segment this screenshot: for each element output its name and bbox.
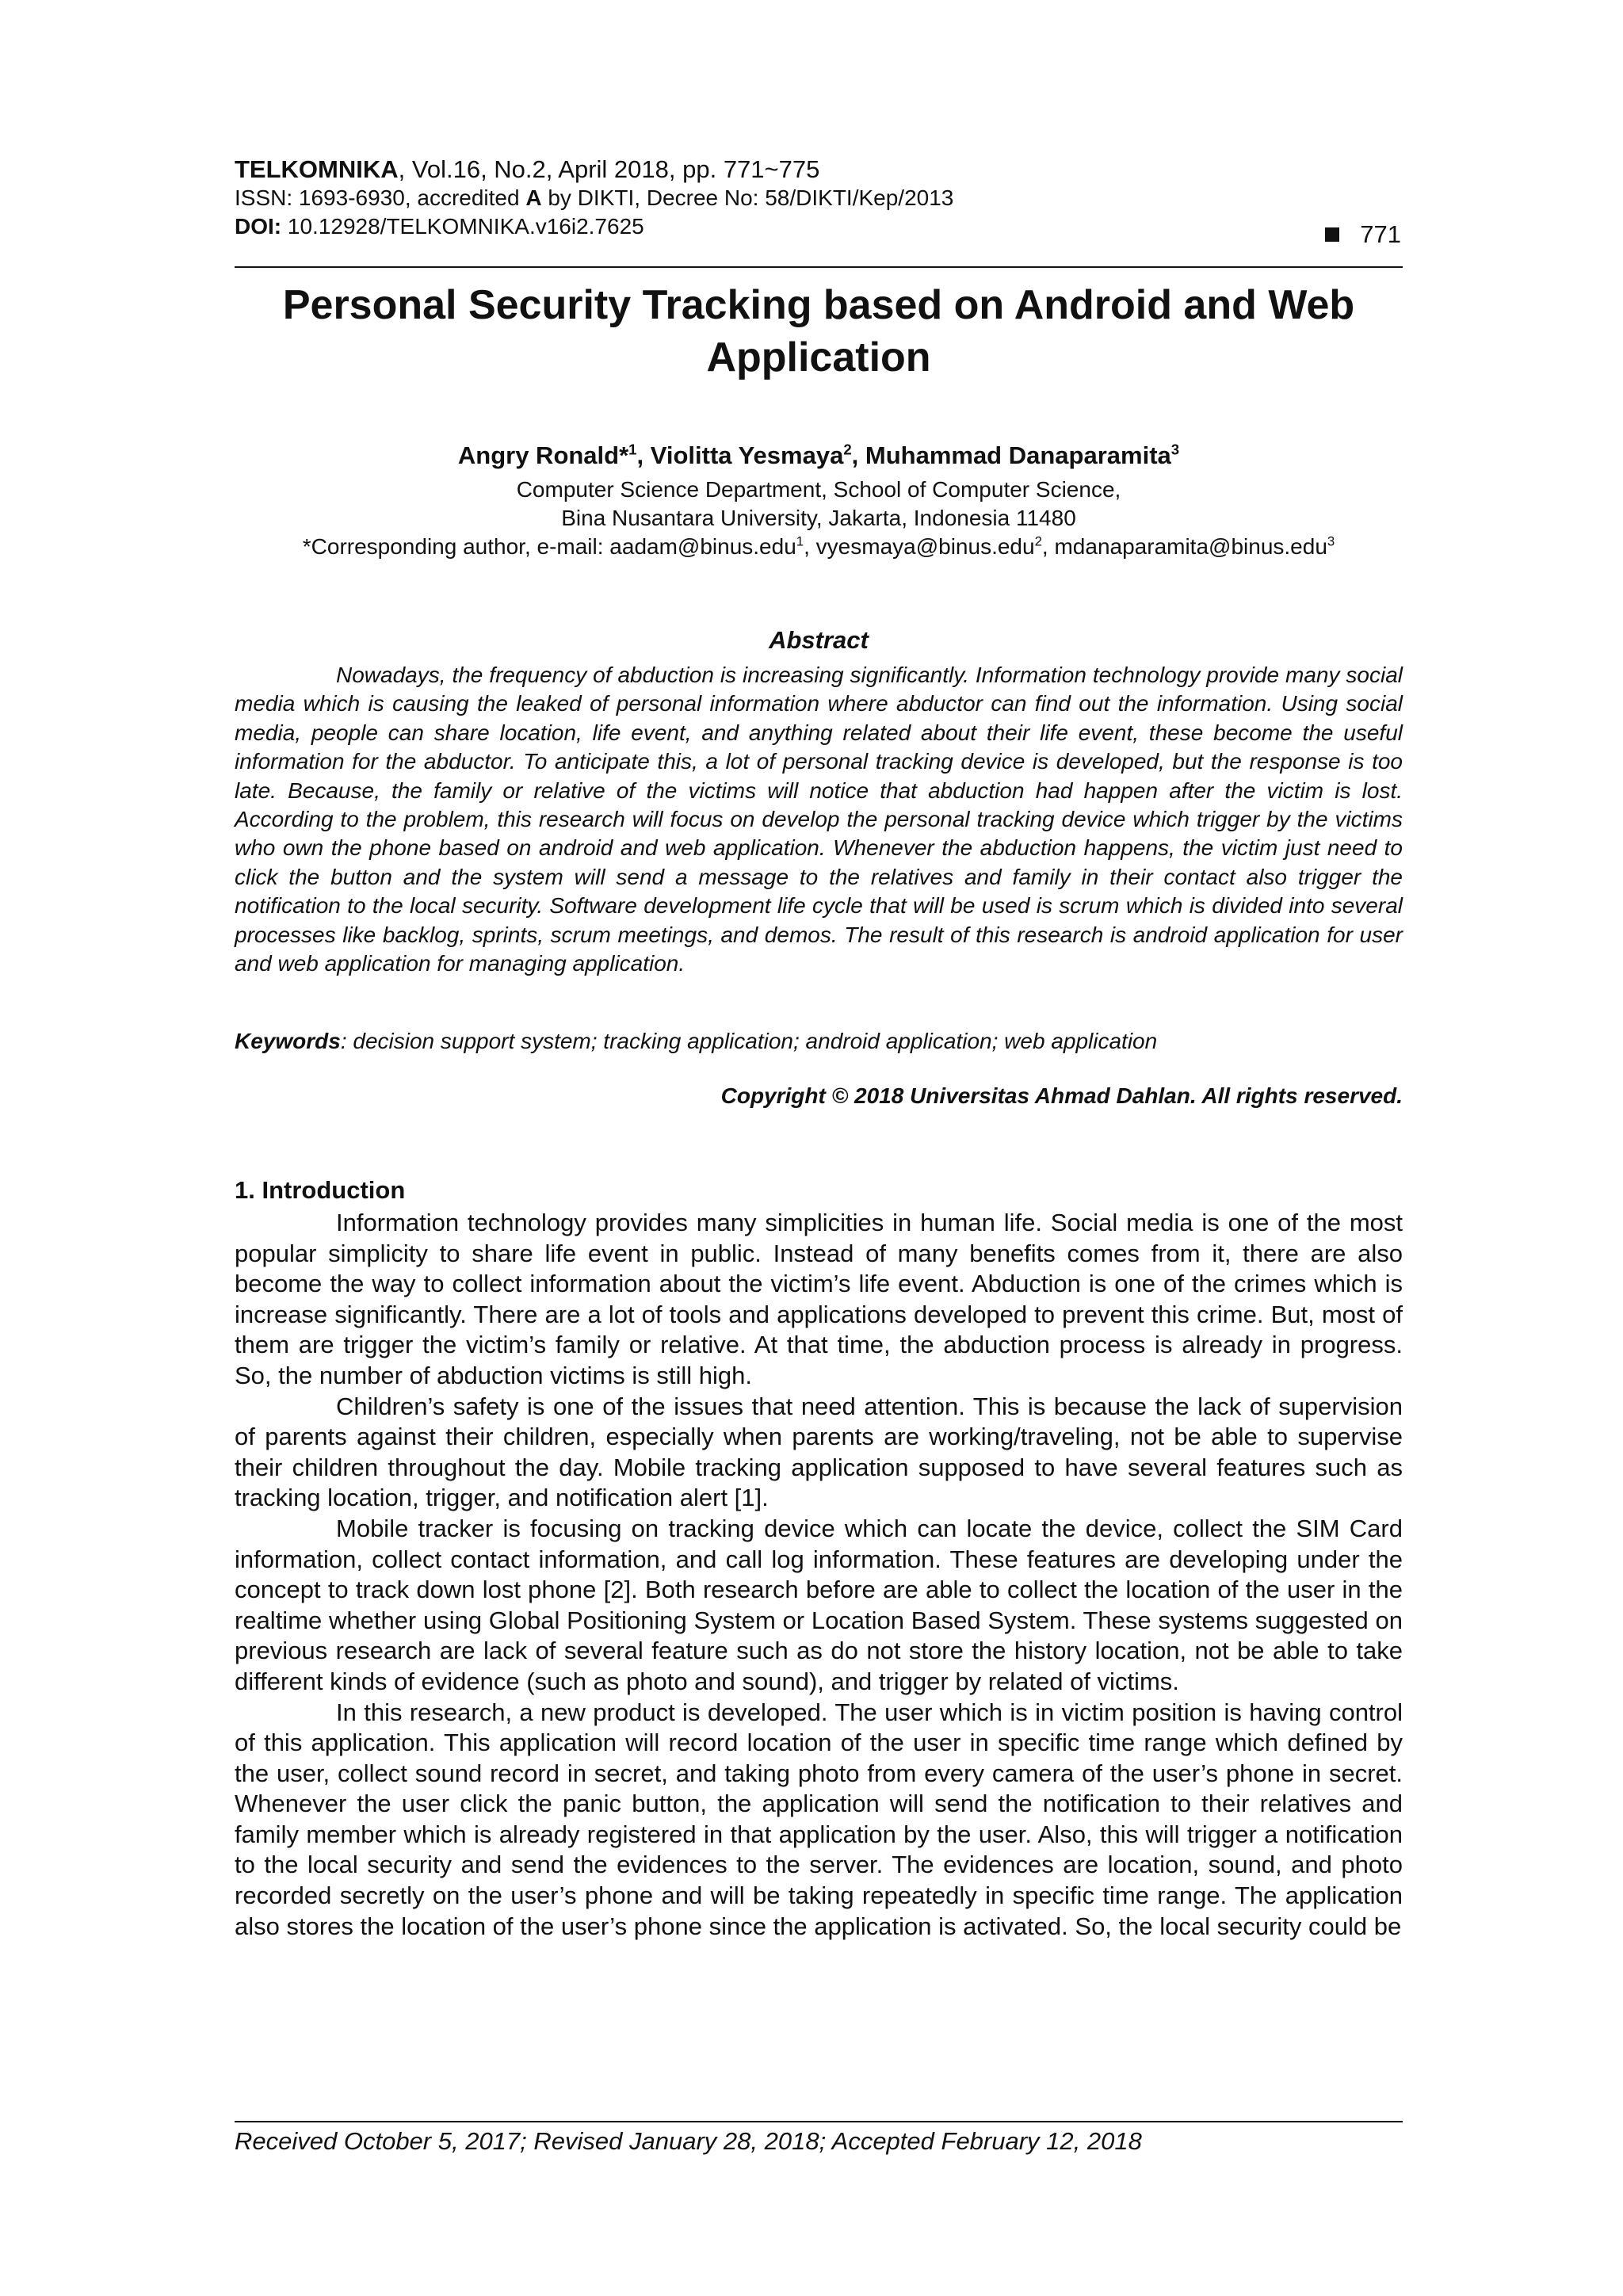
keywords-text: : decision support system; tracking application; android application; web application (340, 1029, 1158, 1053)
issn-accredited: accredited (417, 185, 526, 210)
issn-number: ISSN: 1693-6930, (235, 185, 418, 210)
paper-title: Personal Security Tracking based on Android and Web Application (282, 282, 1355, 380)
page-number-value: 771 (1360, 220, 1401, 248)
author-2: , Violitta Yesmaya (636, 441, 844, 469)
intro-paragraph: In this research, a new product is developed. The user which is in victim position is having control of this application. This application will record location of the user in specific time range which defined by the user, collect sound record in secret, and taking photo from every camera of the user’s phone in secret. Whenever the user click the panic button, the application will send the notification to their relatives and family member which is already registered in that application by the user. Also, this will trigger a notification to the local security and send the evidences to the server. The evidences are location, sound, and photo recorded secretly on the user’s phone and will be taking repeatedly in specific time range. The application also stores the location of the user’s phone since the application is activated. So, the local security could be (235, 1698, 1403, 1940)
keywords-label: Keywords (235, 1029, 341, 1053)
corr-email-3: , mdanaparamita@binus.edu (1041, 534, 1327, 559)
affiliation-line-2: Bina Nusantara University, Jakarta, Indonesia 11480 (561, 506, 1076, 530)
header-rule (235, 266, 1403, 268)
issn-grade: A (525, 185, 542, 210)
author-3: , Muhammad Danaparamita (851, 441, 1171, 469)
corr-sup-2: 2 (1034, 533, 1042, 549)
corr-email-1: *Corresponding author, e-mail: aadam@binus.edu (302, 534, 796, 559)
corr-sup-3: 3 (1327, 533, 1335, 549)
square-bullet-icon (1325, 227, 1339, 242)
author-3-sup: 3 (1170, 441, 1180, 458)
author-list (235, 441, 1403, 470)
author-1: Angry Ronald* (457, 441, 629, 469)
introduction-body (235, 1208, 1403, 1942)
abstract-heading: Abstract (769, 626, 869, 654)
affiliation (235, 476, 1403, 561)
keywords (235, 1027, 1403, 1056)
affiliation-line-1: Computer Science Department, School of Computer Science, (516, 477, 1121, 502)
intro-paragraph: Mobile tracker is focusing on tracking device which can locate the device, collect the SIM Card information, collect contact information, and call log information. These features are developing under the concept to track down lost phone [2]. Both research before are able to collect the location of the user in the realtime whether using Global Positioning System or Location Based System. These systems suggested on previous research are lack of several feature such as do not store the history location, not be able to take different kinds of evidence (such as photo and sound), and trigger by related of victims. (235, 1514, 1403, 1695)
issn-line (235, 184, 1400, 212)
journal-name: TELKOMNIKA (235, 155, 399, 183)
footer-rule (235, 2121, 1403, 2122)
issn-decree: by DIKTI, Decree No: 58/DIKTI/Kep/2013 (541, 185, 954, 210)
doi-line (235, 212, 1400, 241)
intro-paragraph: Children’s safety is one of the issues that need attention. This is because the lack of supervision of parents against their children, especially when parents are working/traveling, not be able to supervise their children throughout the day. Mobile tracking application supposed to have several features such as tracking location, trigger, and notification alert [1]. (235, 1392, 1403, 1512)
author-2-sup: 2 (843, 441, 852, 458)
corr-email-2: , vyesmaya@binus.edu (804, 534, 1035, 559)
section-heading-introduction: 1. Introduction (235, 1176, 406, 1204)
doi-value: 10.12928/TELKOMNIKA.v16i2.7625 (287, 214, 644, 239)
abstract-text: Nowadays, the frequency of abduction is increasing significantly. Information technology provide many social media which is causing the leaked of personal information where abductor can find out the information. Using social media, people can share location, life event, and anything related about their life event, these become the useful information for the abductor. To anticipate this, a lot of personal tracking device is developed, but the response is too late. Because, the family or relative of the victims will notice that abduction had happen after the victim is lost. According to the problem, this research will focus on develop the personal tracking device which trigger by the victims who own the phone based on android and web application. Whenever the abduction happens, the victim just need to click the button and the system will send a message to the relatives and family in their contact also trigger the notification to the local security. Software development life cycle that will be used is scrum which is divided into several processes like backlog, sprints, scrum meetings, and demos. The result of this research is android application for user and web application for managing application. (235, 663, 1403, 976)
journal-header (235, 155, 1400, 241)
journal-citation (235, 155, 1400, 184)
received-dates: Received October 5, 2017; Revised January 28, 2018; Accepted February 12, 2018 (235, 2127, 1142, 2155)
intro-paragraph: Information technology provides many simplicities in human life. Social media is one of the most popular simplicity to share life event in public. Instead of many benefits comes from it, there are also become the way to collect information about the victim’s life event. Abduction is one of the crimes which is increase significantly. There are a lot of tools and applications developed to prevent this crime. But, most of them are trigger the victim’s family or relative. At that time, the abduction process is already in progress. So, the number of abduction victims is still high. (235, 1209, 1403, 1389)
page-number (1325, 220, 1401, 249)
copyright-notice: Copyright © 2018 Universitas Ahmad Dahlan. All rights reserved. (720, 1083, 1403, 1108)
corresponding-author (235, 533, 1403, 561)
journal-volume: , Vol.16, No.2, April 2018, pp. 771~775 (398, 155, 820, 183)
corr-sup-1: 1 (796, 533, 804, 549)
doi-label: DOI: (235, 214, 288, 239)
author-1-sup: 1 (628, 441, 637, 458)
